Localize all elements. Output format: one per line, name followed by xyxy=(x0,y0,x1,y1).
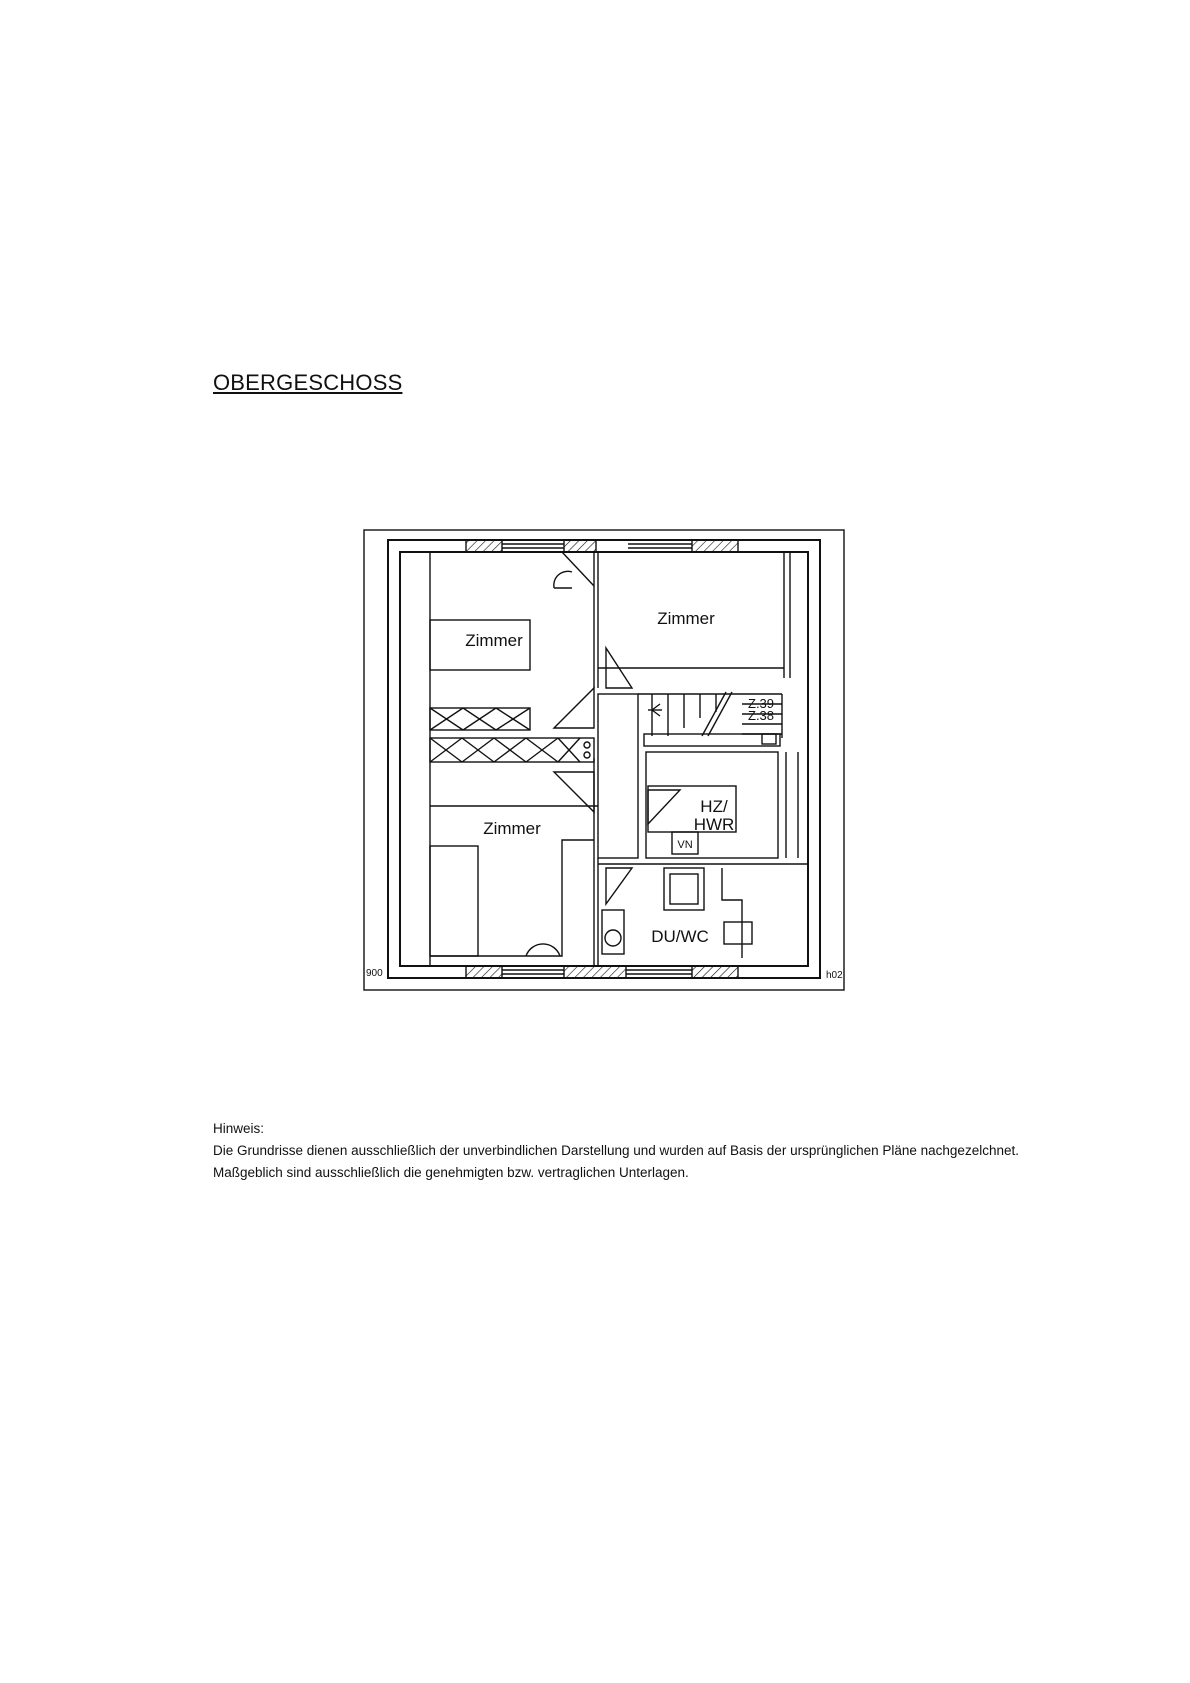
window-bottom-1 xyxy=(466,966,502,978)
bed-bottom-left xyxy=(430,846,478,956)
room-label-du-wc: DU/WC xyxy=(651,927,709,946)
wc xyxy=(724,922,752,944)
room-label-zimmer-bottom-left: Zimmer xyxy=(483,819,541,838)
washbasin xyxy=(602,910,624,954)
inner-wall xyxy=(400,552,808,966)
window-bottom-3 xyxy=(692,966,738,978)
outer-frame xyxy=(364,530,844,990)
room-label-vn: VN xyxy=(677,839,693,851)
stair-label-1: Z.39 xyxy=(748,696,775,711)
corner-label-left: 900 xyxy=(366,968,383,979)
corner-label-right: h02 xyxy=(826,970,843,981)
window-top-1 xyxy=(466,540,502,552)
hallway xyxy=(598,694,638,858)
page-title: OBERGESCHOSS xyxy=(213,370,403,395)
window-bottom-2 xyxy=(564,966,626,978)
floor-plan xyxy=(362,528,846,992)
room-label-hwr: HWR xyxy=(693,815,735,834)
window-top-3 xyxy=(692,540,738,552)
room-label-hz: HZ/ xyxy=(700,797,728,816)
window-top-2 xyxy=(564,540,596,552)
disclaimer-note xyxy=(213,1118,1019,1184)
outer-wall xyxy=(388,540,820,978)
stair-label-2: Z.38 xyxy=(748,708,775,723)
note-line-1: Die Grundrisse dienen ausschließlich der unverbindlichen Darstellung und wurden auf Basis der ursprünglichen Pläne nachgezelchnet. xyxy=(213,1143,1019,1158)
note-line-2: Maßgeblich sind ausschließlich die genehmigten bzw. vertraglichen Unterlagen. xyxy=(213,1165,689,1180)
note-heading: Hinweis: xyxy=(213,1121,265,1136)
room-label-zimmer-top-left: Zimmer xyxy=(465,631,523,650)
room-label-zimmer-top-right: Zimmer xyxy=(657,609,715,628)
